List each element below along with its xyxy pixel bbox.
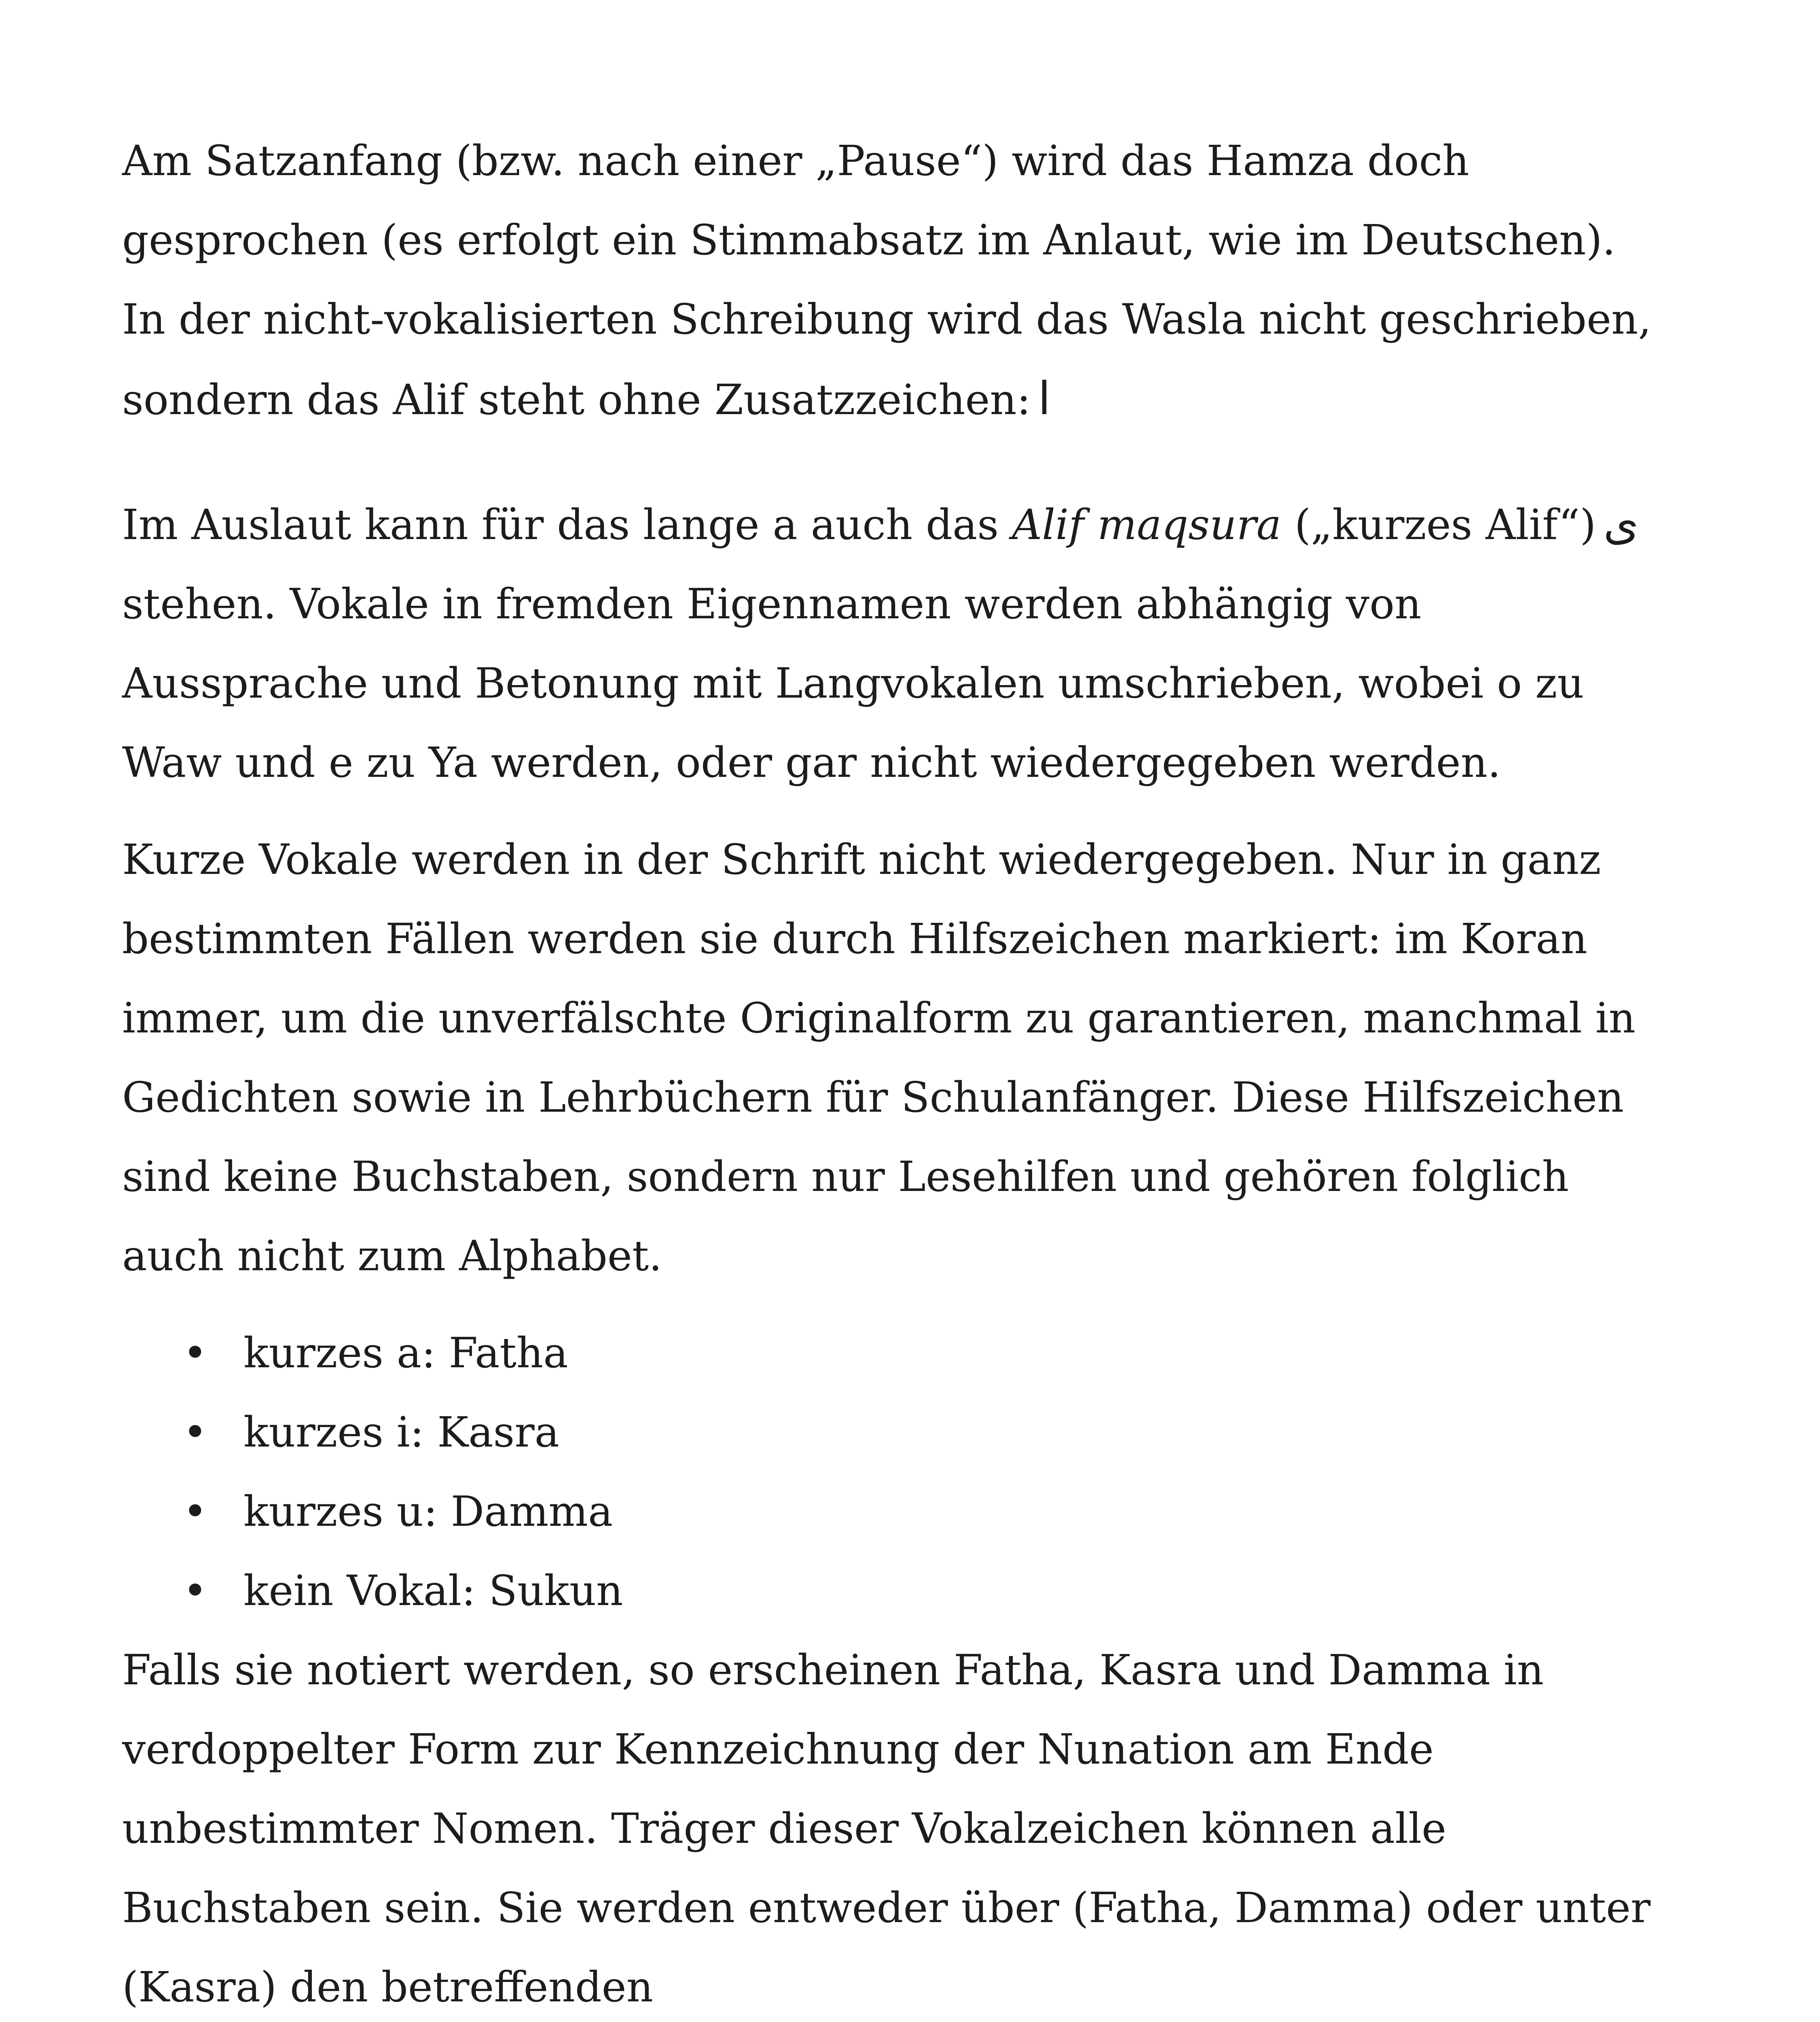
- paragraph-alif-maqsura: [122, 484, 1659, 802]
- list-item-damma: [122, 1472, 1659, 1551]
- list-item-text: kein Vokal: Sukun: [243, 1567, 623, 1615]
- bullet-marker: •: [183, 1487, 207, 1536]
- list-item-fatha: [122, 1313, 1659, 1393]
- arabic-alif-glyph: ا: [1038, 372, 1051, 425]
- list-item-kasra: [122, 1393, 1659, 1472]
- term-alif-maqsura: Alif maqsura: [1012, 501, 1282, 549]
- bullet-marker: •: [183, 1408, 207, 1457]
- page-body: [122, 121, 1659, 2022]
- paragraph-hamza-wasla-text: Am Satzanfang (bzw. nach einer „Pause“) wird das Hamza doch gesprochen (es erfolgt ein Stimmabsatz im Anlaut, wie im Deutschen). In der nicht-vokalisierten Schreibung wird das Wasla nicht geschrieben, sondern das Alif steht ohne Zusatzzeichen:: [122, 137, 1651, 424]
- paragraph-nunation: [122, 1631, 1659, 2022]
- list-item-text: kurzes i: Kasra: [243, 1408, 560, 1457]
- paragraph-nunation-text: Falls sie notiert werden, so erscheinen Fatha, Kasra und Damma in verdoppelter Form zur Kennzeichnung der Nunation am Ende unbestimmter Nomen. Träger dieser Vokalzeichen können alle Buchstaben sein. Sie werden entweder über (Fatha, Damma) oder unter (Kasra) den betreffenden: [122, 1646, 1651, 2011]
- paragraph-alif-maqsura-intro: Im Auslaut kann für das lange a auch das: [122, 501, 999, 549]
- paragraph-short-vowels-text: Kurze Vokale werden in der Schrift nicht wiedergegeben. Nur in ganz bestimmten Fällen werden sie durch Hilfszeichen markiert: im Koran immer, um die unverfälschte Originalform zu garantieren, manchmal in Gedichten sowie in Lehrbüchern für Schulanfänger. Diese Hilfszeichen sind keine Buchstaben, sondern nur Lesehilfen und gehören folglich auch nicht zum Alphabet.: [122, 835, 1636, 1280]
- list-item-text: kurzes u: Damma: [243, 1487, 613, 1536]
- list-item-sukun: [122, 1551, 1659, 1631]
- paragraph-alif-maqsura-rest: stehen. Vokale in fremden Eigennamen werden abhängig von Aussprache und Betonung mit Langvokalen umschrieben, wobei o zu Waw und e zu Ya werden, oder gar nicht wiedergegeben werden.: [122, 580, 1584, 787]
- paragraph-alif-maqsura-gloss: („kurzes Alif“): [1294, 501, 1596, 549]
- vowel-sign-list: [122, 1313, 1659, 1631]
- paragraph-short-vowels: [122, 820, 1659, 1296]
- paragraph-hamza-wasla: [122, 121, 1659, 440]
- bullet-marker: •: [183, 1567, 207, 1615]
- bullet-marker: •: [183, 1329, 207, 1377]
- arabic-alif-maqsura-glyph: ى: [1603, 497, 1639, 550]
- list-item-text: kurzes a: Fatha: [243, 1329, 568, 1377]
